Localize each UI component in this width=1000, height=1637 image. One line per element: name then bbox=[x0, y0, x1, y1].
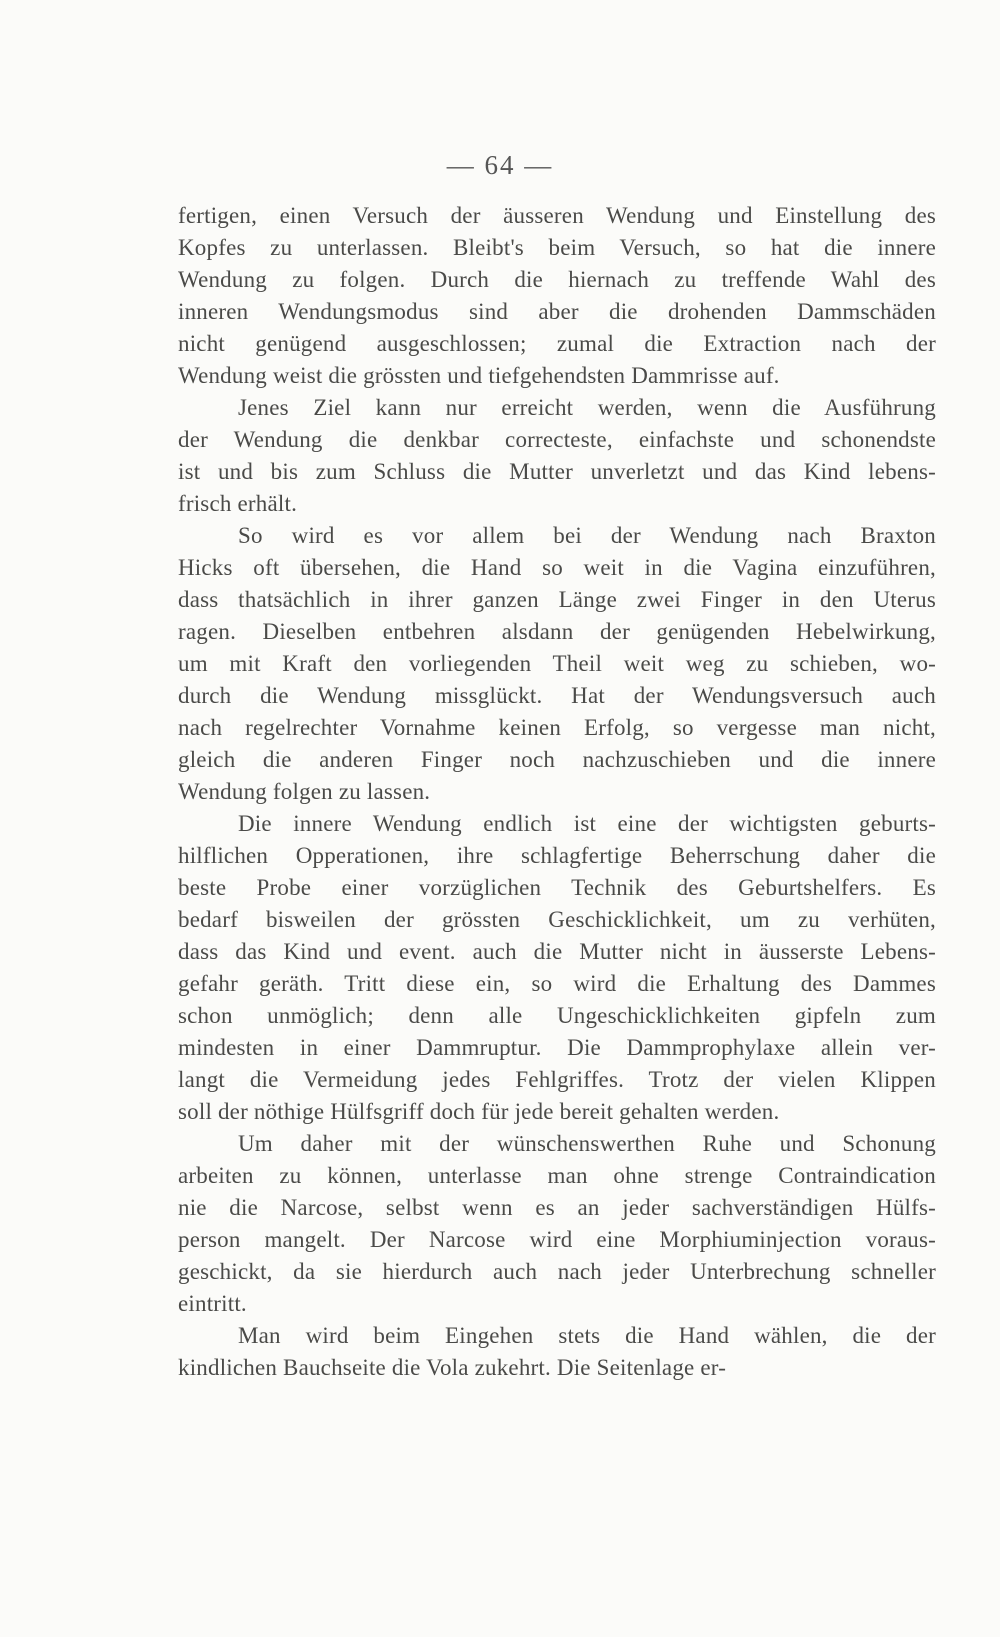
text-line: gleich die anderen Finger noch nachzuschieben und die innere bbox=[178, 747, 936, 772]
text-line: nicht genügend ausgeschlossen; zumal die Extraction nach der bbox=[178, 331, 936, 356]
text-line: ist und bis zum Schluss die Mutter unverletzt und das Kind lebens- bbox=[178, 459, 936, 484]
text-line: nach regelrechter Vornahme keinen Erfolg, so vergesse man nicht, bbox=[178, 715, 936, 740]
text-line: fertigen, einen Versuch der äusseren Wendung und Einstellung des bbox=[178, 203, 936, 228]
text-line: Wendung zu folgen. Durch die hiernach zu treffende Wahl des bbox=[178, 267, 936, 292]
text-line: Jenes Ziel kann nur erreicht werden, wenn die Ausführung bbox=[238, 395, 936, 420]
text-line: So wird es vor allem bei der Wendung nach Braxton bbox=[238, 523, 936, 548]
text-line: Kopfes zu unterlassen. Bleibt's beim Versuch, so hat die innere bbox=[178, 235, 936, 260]
text-line: Die innere Wendung endlich ist eine der wichtigsten geburts- bbox=[238, 811, 936, 836]
text-line: kindlichen Bauchseite die Vola zukehrt. Die Seitenlage er- bbox=[178, 1355, 727, 1380]
text-line: um mit Kraft den vorliegenden Theil weit weg zu schieben, wo- bbox=[178, 651, 936, 676]
text-line: Wendung weist die grössten und tiefgehendsten Dammrisse auf. bbox=[178, 363, 780, 388]
text-line: person mangelt. Der Narcose wird eine Morphiuminjection voraus- bbox=[178, 1227, 936, 1252]
text-line: Um daher mit der wünschenswerthen Ruhe und Schonung bbox=[238, 1131, 936, 1156]
text-line: dass das Kind und event. auch die Mutter nicht in äusserste Lebens- bbox=[178, 939, 936, 964]
text-line: ragen. Dieselben entbehren alsdann der genügenden Hebelwirkung, bbox=[178, 619, 936, 644]
text-line: mindesten in einer Dammruptur. Die Dammprophylaxe allein ver- bbox=[178, 1035, 936, 1060]
text-line: schon unmöglich; denn alle Ungeschicklichkeiten gipfeln zum bbox=[178, 1003, 936, 1028]
text-line: bedarf bisweilen der grössten Geschicklichkeit, um zu verhüten, bbox=[178, 907, 936, 932]
text-line: geschickt, da sie hierdurch auch nach jeder Unterbrechung schneller bbox=[178, 1259, 936, 1284]
text-line: durch die Wendung missglückt. Hat der Wendungsversuch auch bbox=[178, 683, 936, 708]
text-line: dass thatsächlich in ihrer ganzen Länge zwei Finger in den Uterus bbox=[178, 587, 936, 612]
text-line: frisch erhält. bbox=[178, 491, 298, 516]
text-line: soll der nöthige Hülfsgriff doch für jede bereit gehalten werden. bbox=[178, 1099, 780, 1124]
text-line: Wendung folgen zu lassen. bbox=[178, 779, 431, 804]
text-line: gefahr geräth. Tritt diese ein, so wird die Erhaltung des Dammes bbox=[178, 971, 936, 996]
text-line: hilflichen Opperationen, ihre schlagfertige Beherrschung daher die bbox=[178, 843, 936, 868]
text-line: beste Probe einer vorzüglichen Technik des Geburtshelfers. Es bbox=[178, 875, 936, 900]
text-line: nie die Narcose, selbst wenn es an jeder sachverständigen Hülfs- bbox=[178, 1195, 936, 1220]
text-line: langt die Vermeidung jedes Fehlgriffes. Trotz der vielen Klippen bbox=[178, 1067, 936, 1092]
body-text bbox=[178, 200, 936, 1384]
text-line: eintritt. bbox=[178, 1291, 247, 1316]
text-line: Man wird beim Eingehen stets die Hand wählen, die der bbox=[238, 1323, 936, 1348]
text-line: inneren Wendungsmodus sind aber die drohenden Dammschäden bbox=[178, 299, 936, 324]
text-line: der Wendung die denkbar correcteste, einfachste und schonendste bbox=[178, 427, 936, 452]
page-number: — 64 — bbox=[446, 150, 554, 180]
text-line: Hicks oft übersehen, die Hand so weit in die Vagina einzuführen, bbox=[178, 555, 936, 580]
text-line: arbeiten zu können, unterlasse man ohne strenge Contraindication bbox=[178, 1163, 936, 1188]
